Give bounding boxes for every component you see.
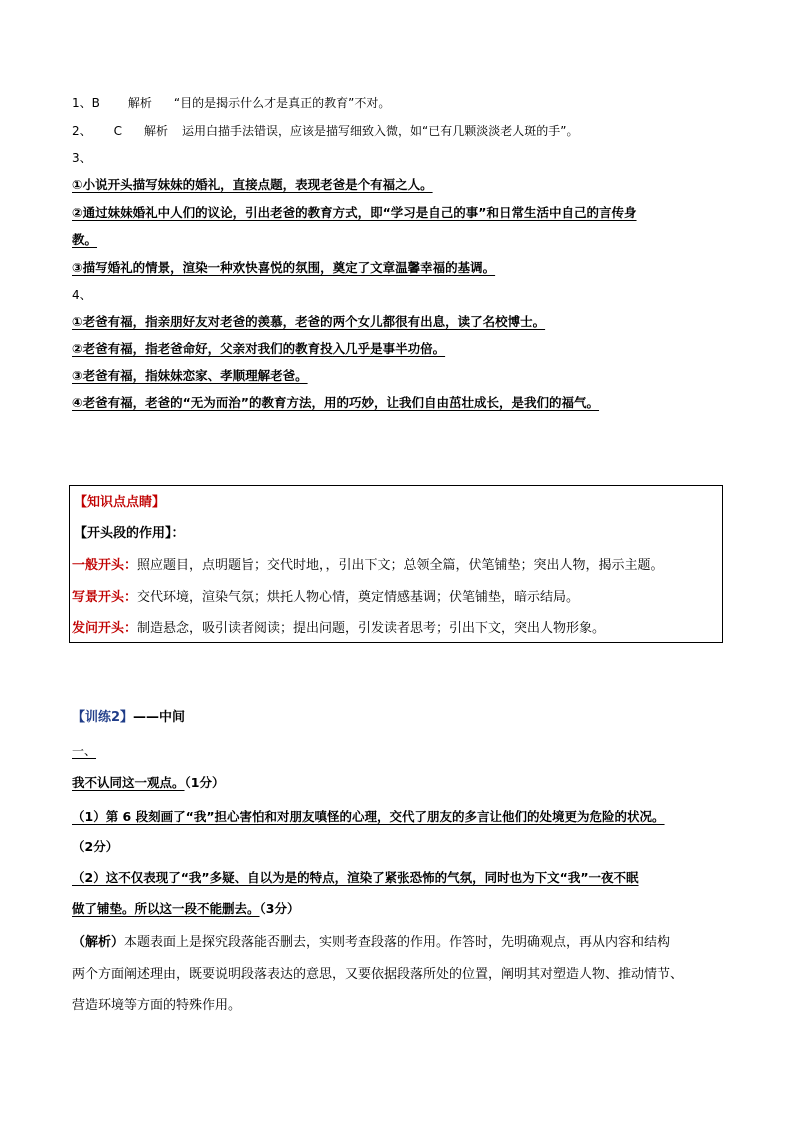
answer-2-tag: 解析 — [144, 124, 169, 138]
answer-part-2-text: 做了铺垫。所以这一段不能删去。 — [72, 901, 260, 916]
analysis-line — [72, 936, 732, 949]
answer-4-item: ④老爸有福，老爸的“无为而治”的教育方法，用的巧妙，让我们自由茁壮成长，是我们的福气。 — [72, 395, 600, 410]
answer-2-choice: C — [113, 124, 123, 138]
answer-3-item: ③描写婚礼的情景，渲染一种欢快喜悦的氛围，奠定了文章温馨幸福的基调。 — [72, 260, 496, 275]
answer-1-number: 1、B — [72, 96, 100, 110]
knowledge-row-label: 一般开头： — [72, 558, 138, 573]
analysis-label: （解析） — [72, 935, 125, 950]
analysis-text: 本题表面上是探究段落能否删去，实则考查段落的作用。作答时，先明确观点，再从内容和结构 — [124, 935, 671, 950]
answer-2-text: 运用白描手法错误，应该是描写细致入微，如“已有几颗淡淡老人斑的手”。 — [182, 124, 579, 138]
analysis-line: 营造环境等方面的特殊作用。 — [72, 998, 242, 1013]
knowledge-row-text: 照应题目，点明题旨；交代时地，，引出下文；总领全篇，伏笔铺垫；突出人物，揭示主题。 — [137, 558, 664, 573]
answer-1 — [72, 97, 390, 109]
answer-3-item: ①小说开头描写妹妹的婚礼，直接点题，表现老爸是个有福之人。 — [72, 177, 433, 192]
analysis-line: 两个方面阐述理由，既要说明段落表达的意思，又要依据段落所处的位置，阐明其对塑造人物、推动情节、 — [72, 967, 684, 982]
knowledge-row — [72, 622, 605, 635]
knowledge-row — [72, 591, 579, 604]
knowledge-box — [69, 485, 723, 643]
answer-part-2-score: （3分） — [259, 901, 300, 916]
answer-2-number: 2、 — [72, 124, 92, 138]
knowledge-row-label: 发问开头： — [72, 621, 138, 636]
opinion-score: （1分） — [184, 775, 225, 790]
knowledge-row-text: 制造悬念，吸引读者阅读；提出问题，引发读者思考；引出下文，突出人物形象。 — [137, 621, 606, 636]
knowledge-box-subtitle: 【开头段的作用】： — [74, 526, 185, 541]
answer-3-item: 教。 — [72, 232, 98, 247]
knowledge-row — [72, 559, 664, 572]
section-heading — [72, 711, 185, 724]
knowledge-row-text: 交代环境，渲染气氛；烘托人物心情，奠定情感基调；伏笔铺垫，暗示结局。 — [137, 590, 580, 605]
answer-4-item: ②老爸有福，指老爸命好，父亲对我们的教育投入几乎是事半功倍。 — [72, 341, 446, 356]
knowledge-row-label: 写景开头： — [72, 590, 138, 605]
opinion-text: 我不认同这一观点。 — [72, 775, 185, 790]
answer-3-item: ②通过妹妹婚礼中人们的议论，引出老爸的教育方式，即“学习是自己的事”和日常生活中自己的言传身 — [72, 205, 637, 220]
section-heading-bracket: 【训练2】 — [72, 710, 134, 725]
answer-3-number: 3、 — [72, 151, 92, 165]
section-heading-rest: ——中间 — [133, 710, 186, 725]
answer-4-number: 4、 — [72, 288, 92, 302]
answer-4-item: ③老爸有福，指妹妹恋家、孝顺理解老爸。 — [72, 368, 308, 383]
answer-part-2-line-2 — [72, 903, 299, 916]
answer-part-1-score: （2分） — [72, 839, 119, 854]
answer-1-tag: 解析 — [127, 96, 152, 110]
answer-2 — [72, 125, 578, 137]
knowledge-box-title: 【知识点点睛】 — [74, 495, 166, 510]
section-sub-number: 一、 — [72, 744, 97, 758]
answer-part-2-line-1: （2）这不仅表现了“我”多疑、自以为是的特点，渲染了紧张恐怖的气氛，同时也为下文“我”一夜不眠 — [72, 870, 639, 885]
answer-4-item: ①老爸有福，指亲朋好友对老爸的羡慕，老爸的两个女儿都很有出息，读了名校博士。 — [72, 314, 546, 329]
answer-part-1: （1）第 6 段刻画了“我”担心害怕和对朋友嗔怪的心理，交代了朋友的多言让他们的处境更为危险的状况。 — [72, 809, 665, 824]
answer-1-text: “目的是揭示什么才是真正的教育”不对。 — [173, 96, 391, 110]
opinion-line — [72, 777, 224, 790]
